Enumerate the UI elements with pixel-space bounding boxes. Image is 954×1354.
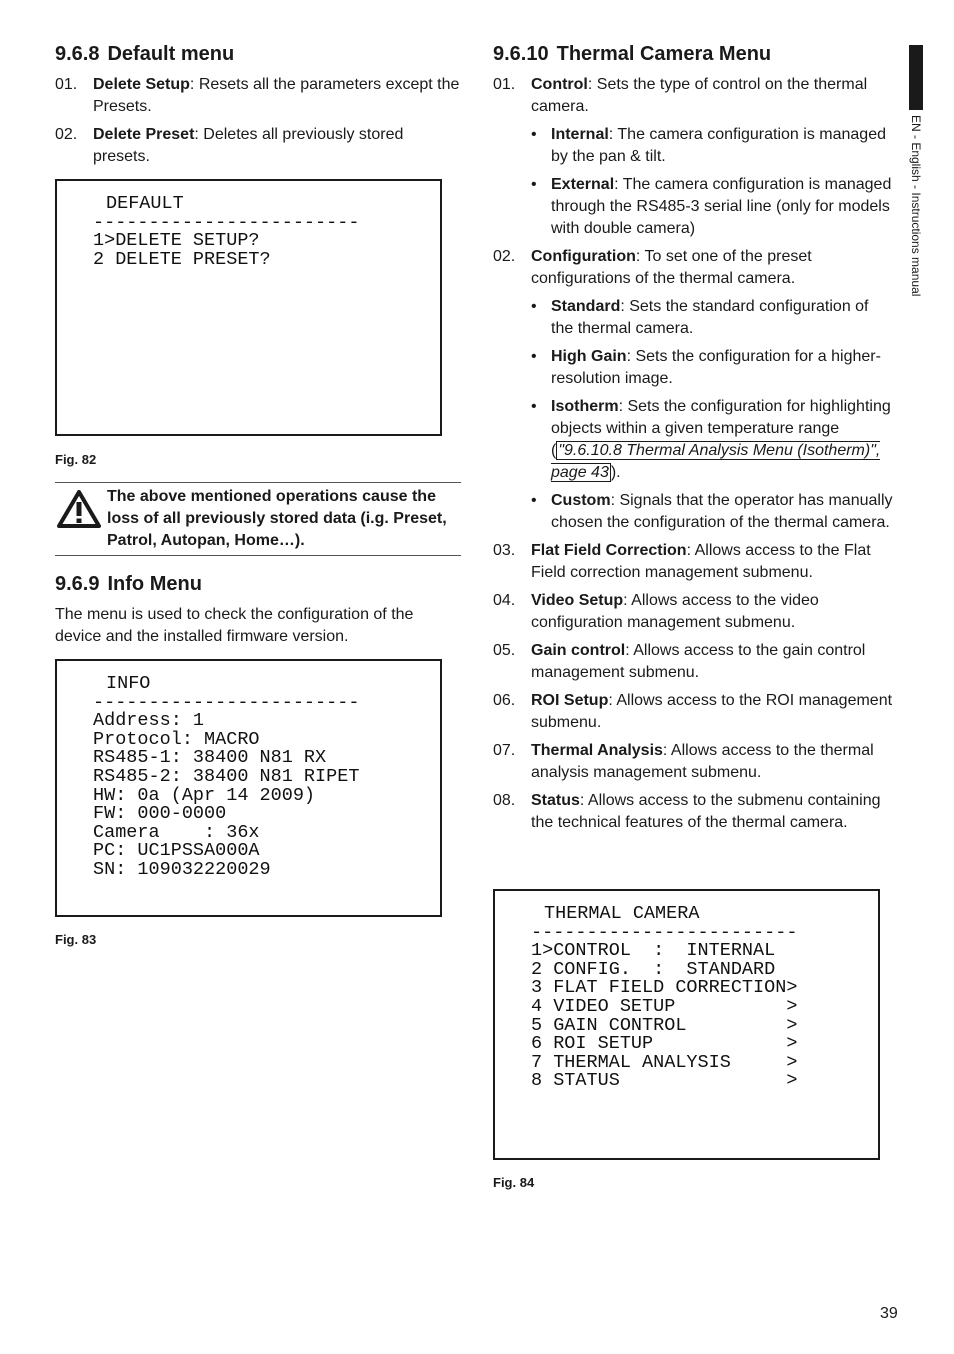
- screen-divider: ------------------------: [93, 211, 360, 233]
- list-item: [493, 540, 895, 584]
- item-number: 03.: [493, 542, 516, 559]
- screen-line: PC: UC1PSSA000A: [93, 840, 260, 862]
- item-text: : Deletes all previously stored presets.: [93, 126, 404, 165]
- item-number: 05.: [493, 642, 516, 659]
- item-text: : Allows access to the gain control management submenu.: [531, 642, 866, 681]
- screen-line: RS485-1: 38400 N81 RX: [93, 747, 327, 769]
- list-item: [493, 246, 895, 290]
- sidebar-language-label: EN - English - Instructions manual: [909, 115, 923, 297]
- section-number: 9.6.8: [55, 43, 100, 65]
- bullet-icon: •: [531, 492, 537, 509]
- item-number: 02.: [493, 248, 516, 265]
- list-item: [55, 124, 463, 168]
- section-intro: The menu is used to check the configuration of the device and the installed firmware version.: [55, 606, 414, 645]
- item-text: : Allows access to the thermal analysis management submenu.: [531, 742, 874, 781]
- screen-line: 6 ROI SETUP >: [531, 1033, 798, 1055]
- list-item: [493, 590, 895, 634]
- warning-note: [55, 482, 461, 556]
- figure-caption: Fig. 84: [493, 1175, 535, 1190]
- page-number: 39: [880, 1305, 898, 1322]
- item-term: Thermal Analysis: [531, 742, 663, 759]
- item-term: Flat Field Correction: [531, 542, 687, 559]
- sidebar-tab-marker: [909, 45, 923, 110]
- screen-divider: ------------------------: [93, 691, 360, 713]
- screen-line: 3 FLAT FIELD CORRECTION>: [531, 977, 798, 999]
- screen-line: 2 CONFIG. : STANDARD: [531, 958, 776, 980]
- screen-line: 1>CONTROL : INTERNAL: [531, 940, 776, 962]
- item-term: Status: [531, 792, 580, 809]
- list-item: [493, 690, 895, 734]
- item-number: 08.: [493, 792, 516, 809]
- section-heading-info-menu: [55, 570, 463, 598]
- item-text: : Sets the type of control on the thermal camera.: [531, 76, 868, 115]
- item-term: ROI Setup: [531, 692, 609, 709]
- screen-line: 1>DELETE SETUP?: [93, 230, 260, 252]
- bullet-icon: •: [531, 298, 537, 315]
- screen-line: FW: 000-0000: [93, 803, 227, 825]
- osd-screen-thermal: [493, 889, 880, 1160]
- cross-reference-link[interactable]: "9.6.10.8 Thermal Analysis Menu (Isotherm)", page 43: [551, 442, 881, 481]
- item-term: Gain control: [531, 642, 626, 659]
- item-number: 02.: [55, 126, 78, 143]
- item-text: : Allows access to the submenu containing the technical features of the thermal camera.: [531, 792, 881, 831]
- screen-line: Address: 1: [93, 710, 205, 732]
- left-column: [55, 40, 463, 174]
- figure-caption: Fig. 83: [55, 932, 97, 947]
- item-number: 06.: [493, 692, 516, 709]
- screen-line: HW: 0a (Apr 14 2009): [93, 784, 316, 806]
- item-number: 07.: [493, 742, 516, 759]
- section-title: Info Menu: [107, 573, 202, 595]
- bullet-item: [531, 174, 895, 240]
- bullet-icon: •: [531, 126, 537, 143]
- bullet-item: [531, 490, 895, 534]
- bullet-item: [531, 124, 895, 168]
- bullet-text: : The camera configuration is managed by the pan & tilt.: [551, 126, 886, 165]
- info-section: [55, 570, 463, 648]
- section-title: Default menu: [107, 43, 235, 65]
- bullet-term: Standard: [551, 298, 621, 315]
- list-item: [493, 74, 895, 118]
- item-term: Delete Setup: [93, 76, 190, 93]
- screen-line: RS485-2: 38400 N81 RIPET: [93, 765, 360, 787]
- screen-title: THERMAL CAMERA: [544, 903, 700, 924]
- screen-line: 5 GAIN CONTROL >: [531, 1014, 798, 1036]
- item-text: : Allows access to the video configuration management submenu.: [531, 592, 819, 631]
- bullet-icon: •: [531, 176, 537, 193]
- bullet-term: Internal: [551, 126, 609, 143]
- right-column: [493, 40, 895, 840]
- item-number: 01.: [55, 76, 78, 93]
- item-text: : To set one of the preset configurations of the thermal camera.: [531, 248, 812, 287]
- bullet-term: External: [551, 176, 615, 193]
- warning-text: The above mentioned operations cause the loss of all previously stored data (i.g. Preset, Patrol, Autopan, Home…).: [107, 488, 447, 549]
- bullet-term: High Gain: [551, 348, 627, 365]
- osd-screen-default: [55, 179, 442, 436]
- screen-line: SN: 109032220029: [93, 858, 271, 880]
- bullet-text: : Sets the configuration for highlighting objects within a given temperature range (: [551, 398, 891, 459]
- item-text: : Resets all the parameters except the Presets.: [93, 76, 460, 115]
- screen-line: 2 DELETE PRESET?: [93, 248, 271, 270]
- bullet-icon: •: [531, 348, 537, 365]
- bullet-icon: •: [531, 398, 537, 415]
- item-term: Configuration: [531, 248, 636, 265]
- screen-line: 4 VIDEO SETUP >: [531, 995, 798, 1017]
- screen-line: 7 THERMAL ANALYSIS >: [531, 1051, 798, 1073]
- item-term: Control: [531, 76, 588, 93]
- item-term: Video Setup: [531, 592, 624, 609]
- list-item: [55, 74, 463, 118]
- bullet-text: : The camera configuration is managed through the RS485-3 serial line (only for models with double camera): [551, 176, 892, 237]
- bullet-text: : Signals that the operator has manually chosen the configuration of the thermal camera.: [551, 492, 893, 531]
- bullet-text-end: ).: [610, 464, 621, 481]
- list-item: [493, 740, 895, 784]
- screen-title: INFO: [106, 673, 151, 694]
- section-number: 9.6.9: [55, 573, 100, 595]
- list-item: [493, 640, 895, 684]
- bullet-item: [531, 396, 895, 484]
- item-number: 01.: [493, 76, 516, 93]
- screen-line: 8 STATUS >: [531, 1070, 798, 1092]
- warning-triangle-icon: [57, 490, 101, 528]
- bullet-item: [531, 346, 895, 390]
- screen-title: DEFAULT: [106, 193, 184, 214]
- bullet-text: : Sets the configuration for a higher-resolution image.: [551, 348, 881, 387]
- figure-caption: Fig. 82: [55, 452, 97, 467]
- section-heading-thermal-menu: [493, 40, 895, 68]
- screen-line: Protocol: MACRO: [93, 728, 260, 750]
- bullet-term: Isotherm: [551, 398, 619, 415]
- bullet-term: Custom: [551, 492, 611, 509]
- screen-divider: ------------------------: [531, 921, 798, 943]
- item-text: : Allows access to the ROI management submenu.: [531, 692, 893, 731]
- item-number: 04.: [493, 592, 516, 609]
- osd-screen-info: [55, 659, 442, 917]
- list-item: [493, 790, 895, 834]
- screen-line: Camera : 36x: [93, 821, 260, 843]
- bullet-text: : Sets the standard configuration of the thermal camera.: [551, 298, 869, 337]
- bullet-item: [531, 296, 895, 340]
- item-text: : Allows access to the Flat Field correction management submenu.: [531, 542, 871, 581]
- section-number: 9.6.10: [493, 43, 549, 65]
- section-title: Thermal Camera Menu: [556, 43, 772, 65]
- item-term: Delete Preset: [93, 126, 195, 143]
- section-heading-default-menu: [55, 40, 463, 68]
